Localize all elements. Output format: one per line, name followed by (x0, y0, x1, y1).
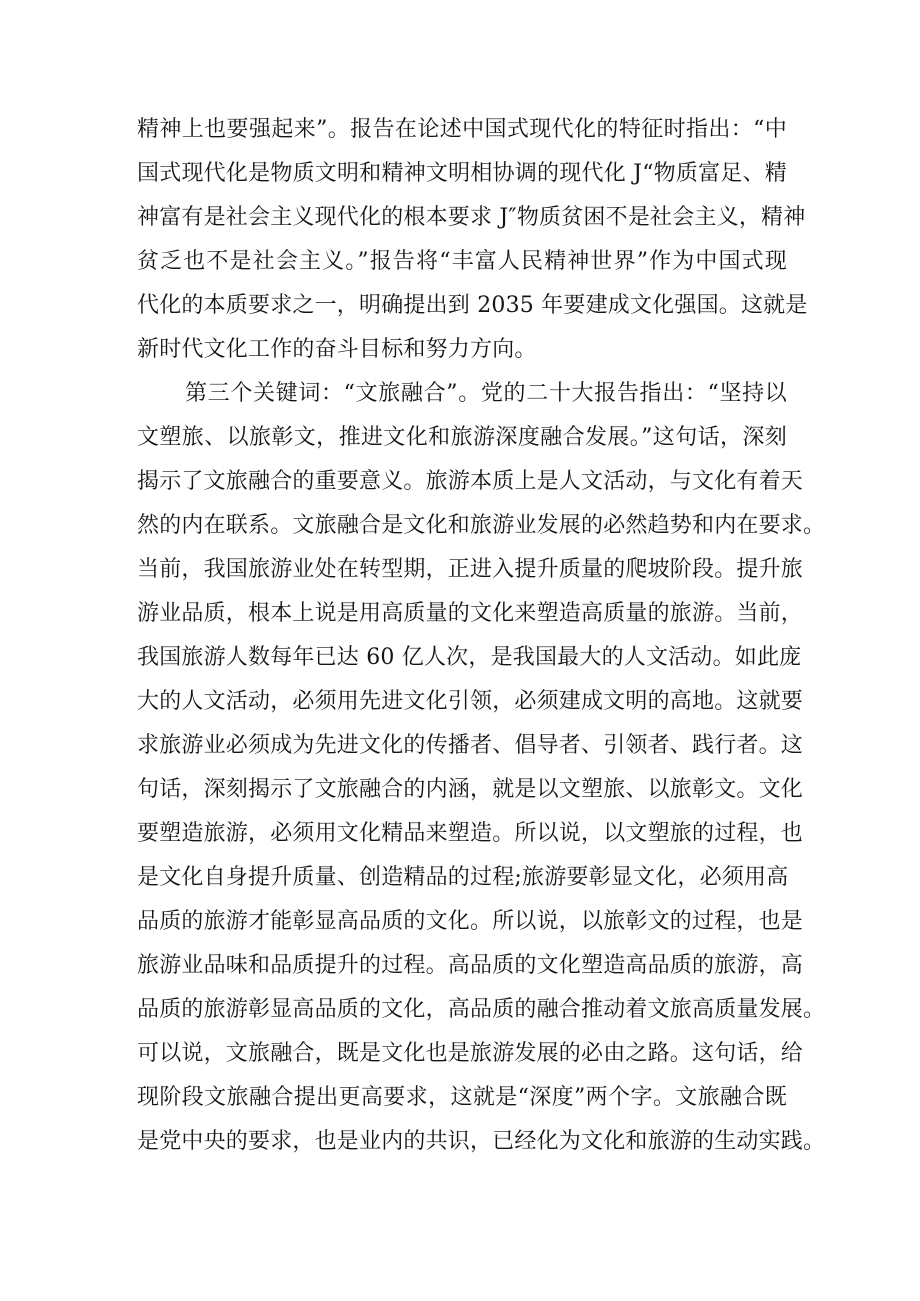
text-line: 第三个关键词：“文旅融合”。党的二十大报告指出：“坚持以 (185, 381, 787, 406)
text-line: 品质的旅游才能彰显高品质的文化。所以说，以旅彰文的过程，也是 (137, 909, 804, 934)
text-line: 贫乏也不是社会主义。”报告将“丰富人民精神世界”作为中国式现 (137, 249, 787, 274)
text-line: 代化的本质要求之一，明确提出到 2035 年要建成文化强国。这就是 (137, 293, 808, 318)
text-line: 是文化自身提升质量、创造精品的过程;旅游要彰显文化，必须用高 (137, 865, 789, 890)
text-line: 文塑旅、以旅彰文，推进文化和旅游深度融合发展。”这句话，深刻 (137, 425, 787, 450)
text-line: 精神上也要强起来”。报告在论述中国式现代化的特征时指出：“中 (137, 117, 787, 142)
text-line: 求旅游业必须成为先进文化的传播者、倡导者、引领者、践行者。这 (137, 733, 804, 758)
text-line: 当前，我国旅游业处在转型期，正进入提升质量的爬坡阶段。提升旅 (137, 557, 804, 582)
text-line: 揭示了文旅融合的重要意义。旅游本质上是人文活动，与文化有着天 (137, 469, 804, 494)
text-line: 神富有是社会主义现代化的根本要求 J″物质贫困不是社会主义，精神 (137, 205, 806, 230)
text-line: 我国旅游人数每年已达 60 亿人次，是我国最大的人文活动。如此庞 (137, 645, 802, 670)
text-line: 要塑造旅游，必须用文化精品来塑造。所以说，以文塑旅的过程，也 (137, 821, 804, 846)
text-line: 旅游业品味和品质提升的过程。高品质的文化塑造高品质的旅游，高 (137, 953, 804, 978)
body-text (137, 108, 826, 1164)
text-line: 句话，深刻揭示了文旅融合的内涵，就是以文塑旅、以旅彰文。文化 (137, 777, 804, 802)
text-line: 是党中央的要求，也是业内的共识，已经化为文化和旅游的生动实践。 (137, 1129, 826, 1154)
text-line: 可以说，文旅融合，既是文化也是旅游发展的必由之路。这句话，给 (137, 1041, 804, 1066)
text-line: 现阶段文旅融合提出更高要求，这就是“深度”两个字。文旅融合既 (137, 1085, 787, 1110)
text-line: 然的内在联系。文旅融合是文化和旅游业发展的必然趋势和内在要求。 (137, 513, 826, 538)
text-line: 大的人文活动，必须用先进文化引领，必须建成文明的高地。这就要 (137, 689, 804, 714)
text-line: 游业品质，根本上说是用高质量的文化来塑造高质量的旅游。当前， (137, 601, 804, 626)
text-line: 新时代文化工作的奋斗目标和努力方向。 (137, 337, 537, 362)
text-line: 国式现代化是物质文明和精神文明相协调的现代化 J“物质富足、精 (137, 161, 787, 186)
text-line: 品质的旅游彰显高品质的文化，高品质的融合推动着文旅高质量发展。 (137, 997, 826, 1022)
